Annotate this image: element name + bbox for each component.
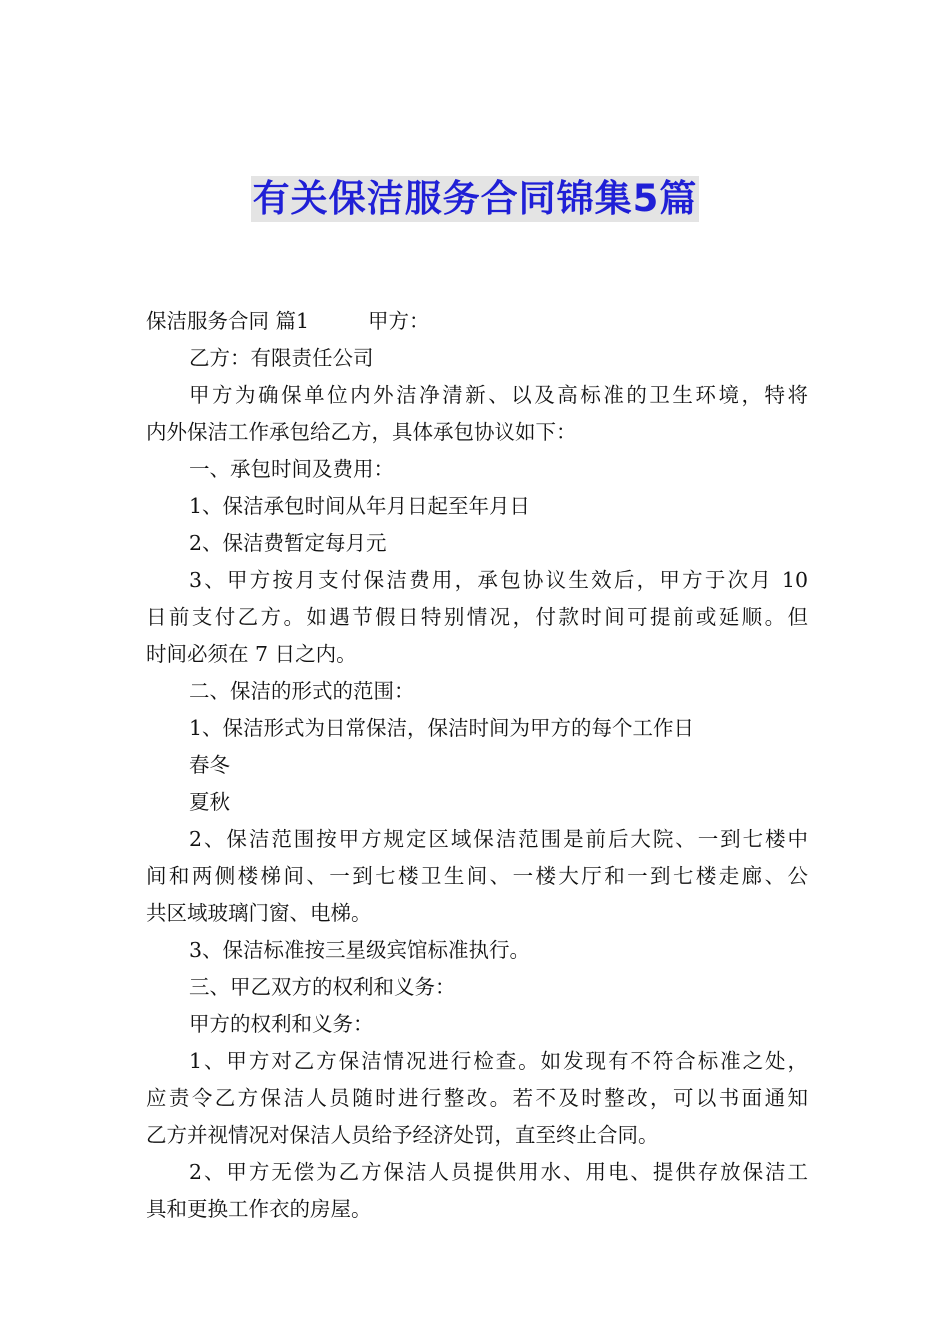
paragraph-line: 具和更换工作衣的房屋。 [146, 1197, 372, 1221]
document-body [146, 303, 808, 1228]
paragraph-line: 春冬 [189, 753, 230, 777]
paragraph-line: 时间必须在 7 日之内。 [146, 642, 357, 666]
party-a-label: 甲方： [368, 309, 430, 333]
paragraph-line: 2、保洁范围按甲方规定区域保洁范围是前后大院、一到七楼中 [189, 827, 808, 851]
paragraph-line: 2、保洁费暂定每月元 [189, 531, 387, 555]
paragraph-line: 1、保洁形式为日常保洁，保洁时间为甲方的每个工作日 [189, 716, 695, 740]
title-container [0, 176, 950, 222]
paragraph-line: 内外保洁工作承包给乙方，具体承包协议如下： [146, 420, 577, 444]
paragraph-line: 二、保洁的形式的范围： [189, 679, 415, 703]
section-heading-line [146, 303, 808, 340]
paragraph-line: 应责令乙方保洁人员随时进行整改。若不及时整改，可以书面通知 [146, 1086, 808, 1110]
paragraph-line: 乙方：有限责任公司 [189, 346, 374, 370]
paragraph-line: 1、保洁承包时间从年月日起至年月日 [189, 494, 531, 518]
paragraph-line: 间和两侧楼梯间、一到七楼卫生间、一楼大厅和一到七楼走廊、公 [146, 864, 808, 888]
paragraph-line: 日前支付乙方。如遇节假日特别情况，付款时间可提前或延顺。但 [146, 605, 808, 629]
paragraph-line: 乙方并视情况对保洁人员给予经济处罚，直至终止合同。 [146, 1123, 659, 1147]
paragraph-line: 1、甲方对乙方保洁情况进行检查。如发现有不符合标准之处， [189, 1049, 808, 1073]
paragraph-line: 一、承包时间及费用： [189, 457, 394, 481]
paragraph-line: 3、甲方按月支付保洁费用，承包协议生效后，甲方于次月 10 [189, 568, 808, 592]
paragraph-line: 2、甲方无偿为乙方保洁人员提供用水、用电、提供存放保洁工 [189, 1160, 808, 1184]
paragraph-line: 甲方的权利和义务： [189, 1012, 374, 1036]
document-title: 有关保洁服务合同锦集5篇 [252, 177, 698, 220]
paragraph-line: 三、甲乙双方的权利和义务： [189, 975, 456, 999]
contract-heading: 保洁服务合同 篇1 [146, 309, 310, 333]
paragraph-line: 夏秋 [189, 790, 230, 814]
paragraph-line: 共区域玻璃门窗、电梯。 [146, 901, 372, 925]
paragraph-line: 甲方为确保单位内外洁净清新、以及高标准的卫生环境，特将 [189, 383, 808, 407]
paragraph-line: 3、保洁标准按三星级宾馆标准执行。 [189, 938, 531, 962]
